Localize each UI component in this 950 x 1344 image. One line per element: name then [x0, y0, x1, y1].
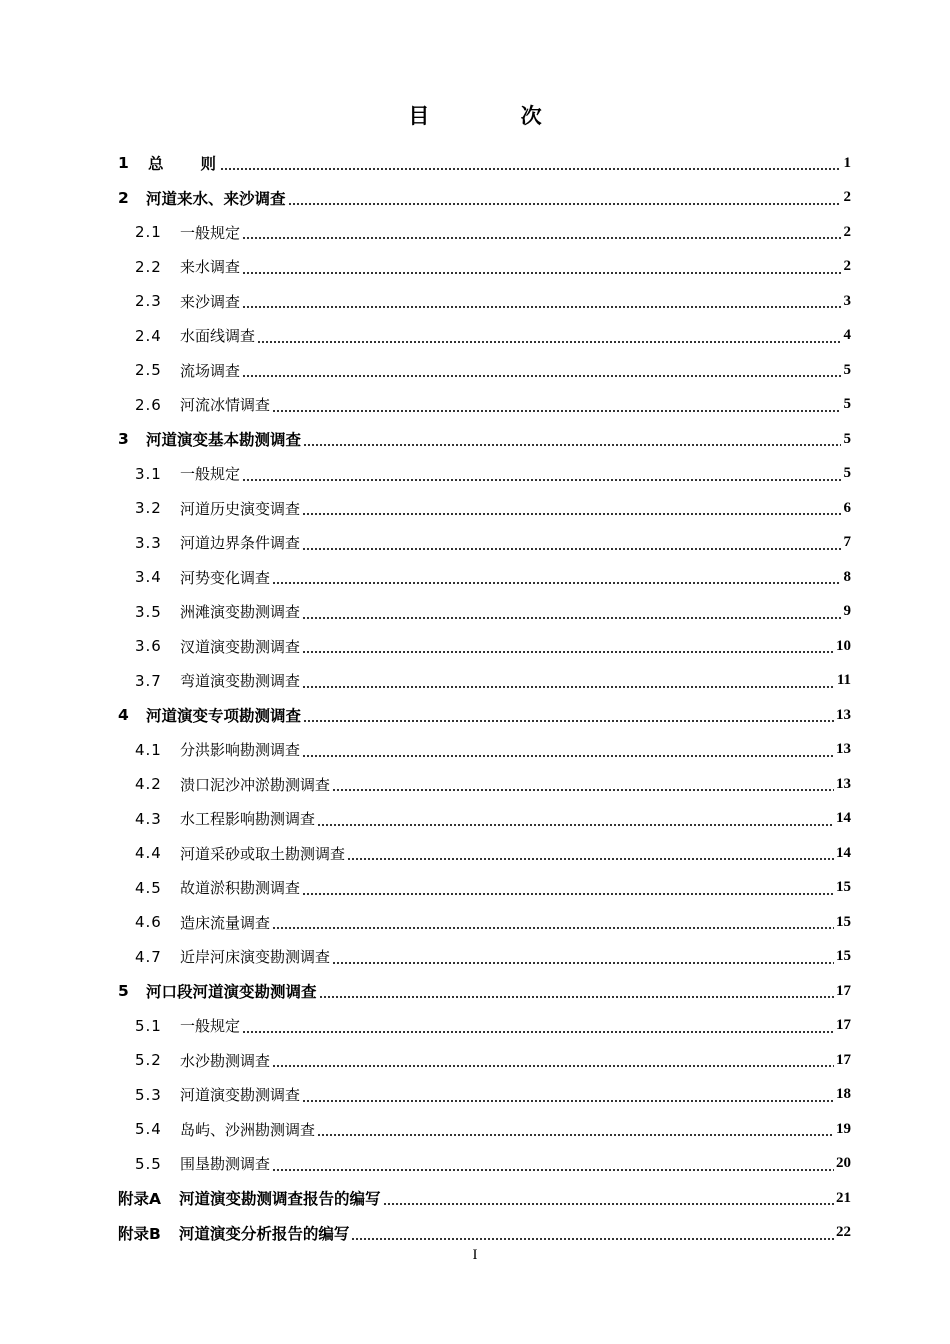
- toc-entry-page: 19: [836, 1120, 851, 1137]
- toc-entry-page: 7: [843, 534, 851, 551]
- toc-entry-number: 1: [118, 154, 129, 173]
- toc-entry-title: 河道演变分析报告的编写: [178, 1224, 350, 1243]
- toc-entry-title: 河道演变基本勘测调查: [146, 431, 302, 450]
- toc-entry-page: 17: [836, 1051, 851, 1068]
- toc-entry[interactable]: [118, 905, 851, 940]
- toc-entry[interactable]: [118, 595, 851, 630]
- toc-entry-title: 河流冰情调查: [180, 396, 271, 415]
- toc-entry-number: 2.5: [135, 361, 162, 380]
- toc-entry-title: 造床流量调查: [180, 913, 271, 932]
- toc-entry[interactable]: [118, 629, 851, 664]
- toc-entry-title: 来沙调查: [180, 292, 241, 311]
- toc-entry[interactable]: [118, 836, 851, 871]
- toc-entry[interactable]: [118, 560, 851, 595]
- toc-entry[interactable]: [118, 1216, 851, 1251]
- toc-entry[interactable]: [118, 974, 851, 1009]
- toc-entry-title: 水工程影响勘测调查: [180, 810, 316, 829]
- dot-leader: [242, 237, 841, 239]
- dot-leader: [347, 858, 834, 860]
- toc-entry-page: 5: [843, 396, 851, 413]
- toc-entry-title: 河势变化调查: [180, 568, 271, 587]
- dot-leader: [317, 1134, 834, 1136]
- toc-entry-page: 6: [843, 499, 851, 516]
- toc-entry-number: 附录A: [118, 1190, 161, 1209]
- toc-entry-number: 3.1: [135, 464, 162, 483]
- toc-entry-number: 2.6: [135, 395, 162, 414]
- toc-entry-page: 9: [843, 603, 851, 620]
- toc-entry-title: 一般规定: [180, 1017, 241, 1036]
- dot-leader: [242, 479, 841, 481]
- dot-leader: [272, 927, 834, 929]
- toc-entry-page: 14: [836, 844, 851, 861]
- toc-entry[interactable]: [118, 802, 851, 837]
- toc-entry-number: 3.6: [135, 637, 162, 656]
- dot-leader: [302, 651, 834, 653]
- dot-leader: [351, 1238, 834, 1240]
- toc-entry[interactable]: [118, 1043, 851, 1078]
- toc-entry-page: 13: [836, 741, 851, 758]
- toc-entry-title: 汊道演变勘测调查: [180, 637, 301, 656]
- toc-entry[interactable]: [118, 1078, 851, 1113]
- toc-entry-number: 4.4: [135, 844, 162, 863]
- toc-entry-page: 13: [836, 775, 851, 792]
- toc-entry[interactable]: [118, 146, 851, 181]
- toc-entry-number: 4: [118, 706, 129, 725]
- toc-entry-title: 弯道演变勘测调查: [180, 672, 301, 691]
- dot-leader: [302, 617, 841, 619]
- dot-leader: [302, 755, 834, 757]
- dot-leader: [272, 1169, 834, 1171]
- toc-entry-page: 2: [843, 189, 851, 206]
- toc-entry[interactable]: [118, 353, 851, 388]
- dot-leader: [242, 375, 841, 377]
- toc-entry[interactable]: [118, 733, 851, 768]
- toc-entry-page: 5: [843, 430, 851, 447]
- toc-entry-number: 4.2: [135, 775, 162, 794]
- toc-entry-page: 11: [836, 672, 851, 689]
- dot-leader: [257, 341, 841, 343]
- toc-entry-title: 近岸河床演变勘测调查: [180, 948, 331, 967]
- dot-leader: [242, 1031, 834, 1033]
- dot-leader: [288, 203, 841, 205]
- toc-entry[interactable]: [118, 698, 851, 733]
- toc-entry-number: 5.2: [135, 1051, 162, 1070]
- toc-entry-page: 14: [836, 810, 851, 827]
- toc-entry-number: 4.5: [135, 878, 162, 897]
- toc-entry-page: 2: [843, 223, 851, 240]
- toc-entry-page: 22: [836, 1224, 851, 1241]
- toc-entry-number: 4.3: [135, 809, 162, 828]
- toc-entry-page: 4: [843, 327, 851, 344]
- toc-entry[interactable]: [118, 1009, 851, 1044]
- toc-entry-number: 5: [118, 982, 129, 1001]
- toc-entry-title: 河道演变勘测调查报告的编写: [179, 1190, 381, 1209]
- toc-entry[interactable]: [118, 940, 851, 975]
- toc-entry-number: 3.2: [135, 499, 162, 518]
- toc-entry-page: 8: [843, 568, 851, 585]
- toc-entry-title: 一般规定: [180, 465, 241, 484]
- toc-entry-title: 流场调查: [180, 361, 241, 380]
- dot-leader: [302, 686, 835, 688]
- toc-entry-page: 2: [843, 258, 851, 275]
- page-number-footer: I: [472, 1247, 478, 1263]
- toc-entry-title: 溃口泥沙冲淤勘测调查: [180, 775, 331, 794]
- toc-entry-page: 15: [836, 913, 851, 930]
- toc-entry[interactable]: [118, 1147, 851, 1182]
- toc-entry-number: 5.3: [135, 1085, 162, 1104]
- toc-entry-number: 2.3: [135, 292, 162, 311]
- toc-entry-page: 13: [836, 706, 851, 723]
- toc-entry-number: 3.3: [135, 533, 162, 552]
- toc-entry-number: 3.7: [135, 671, 162, 690]
- toc-entry[interactable]: [118, 215, 851, 250]
- toc-entry-title: 故道淤积勘测调查: [180, 879, 301, 898]
- toc-entry-title: 河口段河道演变勘测调查: [146, 983, 317, 1002]
- toc-entry-page: 5: [843, 361, 851, 378]
- toc-entry[interactable]: [118, 491, 851, 526]
- toc-entry-number: 3: [118, 430, 129, 449]
- dot-leader: [332, 962, 834, 964]
- toc-entry[interactable]: [118, 767, 851, 802]
- toc-entry-title: 分洪影响勘测调查: [180, 741, 301, 760]
- toc-entry-title: 河道演变勘测调查: [180, 1086, 301, 1105]
- toc-entry[interactable]: [118, 664, 851, 699]
- toc-entry-number: 4.1: [135, 740, 162, 759]
- toc-entry[interactable]: [118, 871, 851, 906]
- toc-entry-title: 河道来水、来沙调查: [146, 189, 286, 208]
- toc-entry[interactable]: [118, 284, 851, 319]
- toc-entry-page: 17: [836, 982, 851, 999]
- dot-leader: [303, 720, 834, 722]
- toc-entry-number: 2.1: [135, 223, 162, 242]
- toc-entry-page: 17: [836, 1017, 851, 1034]
- toc-entry-page: 10: [836, 637, 851, 654]
- toc-entry-page: 20: [836, 1155, 851, 1172]
- toc-entry-number: 2.4: [135, 326, 162, 345]
- dot-leader: [319, 996, 834, 998]
- dot-leader: [317, 824, 834, 826]
- toc-entry[interactable]: [118, 250, 851, 285]
- toc-entry-number: 4.6: [135, 913, 162, 932]
- toc-entry-title: 河道历史演变调查: [180, 499, 301, 518]
- toc-entry-page: 18: [836, 1086, 851, 1103]
- toc-entry-title: 岛屿、沙洲勘测调查: [180, 1120, 316, 1139]
- toc-entry-page: 15: [836, 879, 851, 896]
- toc-entry-title: 洲滩演变勘测调查: [180, 603, 301, 622]
- toc-entry-page: 21: [836, 1189, 851, 1206]
- dot-leader: [272, 1065, 834, 1067]
- dot-leader: [302, 1100, 834, 1102]
- dot-leader: [242, 306, 841, 308]
- dot-leader: [272, 410, 841, 412]
- toc-entry-page: 5: [843, 465, 851, 482]
- dot-leader: [303, 444, 841, 446]
- toc-entry-number: 3.4: [135, 568, 162, 587]
- toc-entry-number: 3.5: [135, 602, 162, 621]
- toc-entry-title: 水沙勘测调查: [180, 1051, 271, 1070]
- toc-entry-title: 一般规定: [180, 223, 241, 242]
- toc-entry-number: 5.5: [135, 1154, 162, 1173]
- toc-entry[interactable]: [118, 1181, 851, 1216]
- toc-entry[interactable]: [118, 319, 851, 354]
- toc-entry[interactable]: [118, 1112, 851, 1147]
- toc-entry-title: 水面线调查: [180, 327, 256, 346]
- dot-leader: [220, 168, 841, 170]
- toc-entry-number: 5.4: [135, 1120, 162, 1139]
- toc-entry-page: 1: [843, 154, 851, 171]
- dot-leader: [302, 513, 841, 515]
- toc-entry[interactable]: [118, 181, 851, 216]
- toc-entry[interactable]: [118, 422, 851, 457]
- toc-entry-title: 总 则: [148, 155, 219, 174]
- toc-entry-number: 2.2: [135, 257, 162, 276]
- toc-entry-number: 4.7: [135, 947, 162, 966]
- dot-leader: [272, 582, 841, 584]
- toc-entry-page: 15: [836, 948, 851, 965]
- dot-leader: [302, 548, 841, 550]
- toc-entry-title: 河道边界条件调查: [180, 534, 301, 553]
- toc-entry-title: 河道采砂或取土勘测调查: [180, 844, 346, 863]
- dot-leader: [242, 272, 841, 274]
- toc-entry-number: 附录B: [118, 1224, 161, 1243]
- toc-entry[interactable]: [118, 388, 851, 423]
- toc-entry-number: 5.1: [135, 1016, 162, 1035]
- table-of-contents: [118, 146, 851, 1250]
- dot-leader: [332, 789, 834, 791]
- toc-entry-title: 来水调查: [180, 258, 241, 277]
- toc-entry[interactable]: [118, 457, 851, 492]
- dot-leader: [302, 893, 834, 895]
- toc-entry[interactable]: [118, 526, 851, 561]
- toc-entry-title: 围垦勘测调查: [180, 1155, 271, 1174]
- toc-entry-page: 3: [843, 292, 851, 309]
- toc-entry-title: 河道演变专项勘测调查: [146, 707, 302, 726]
- page-title: 目 次: [408, 104, 584, 128]
- dot-leader: [383, 1203, 834, 1205]
- toc-entry-number: 2: [118, 188, 129, 207]
